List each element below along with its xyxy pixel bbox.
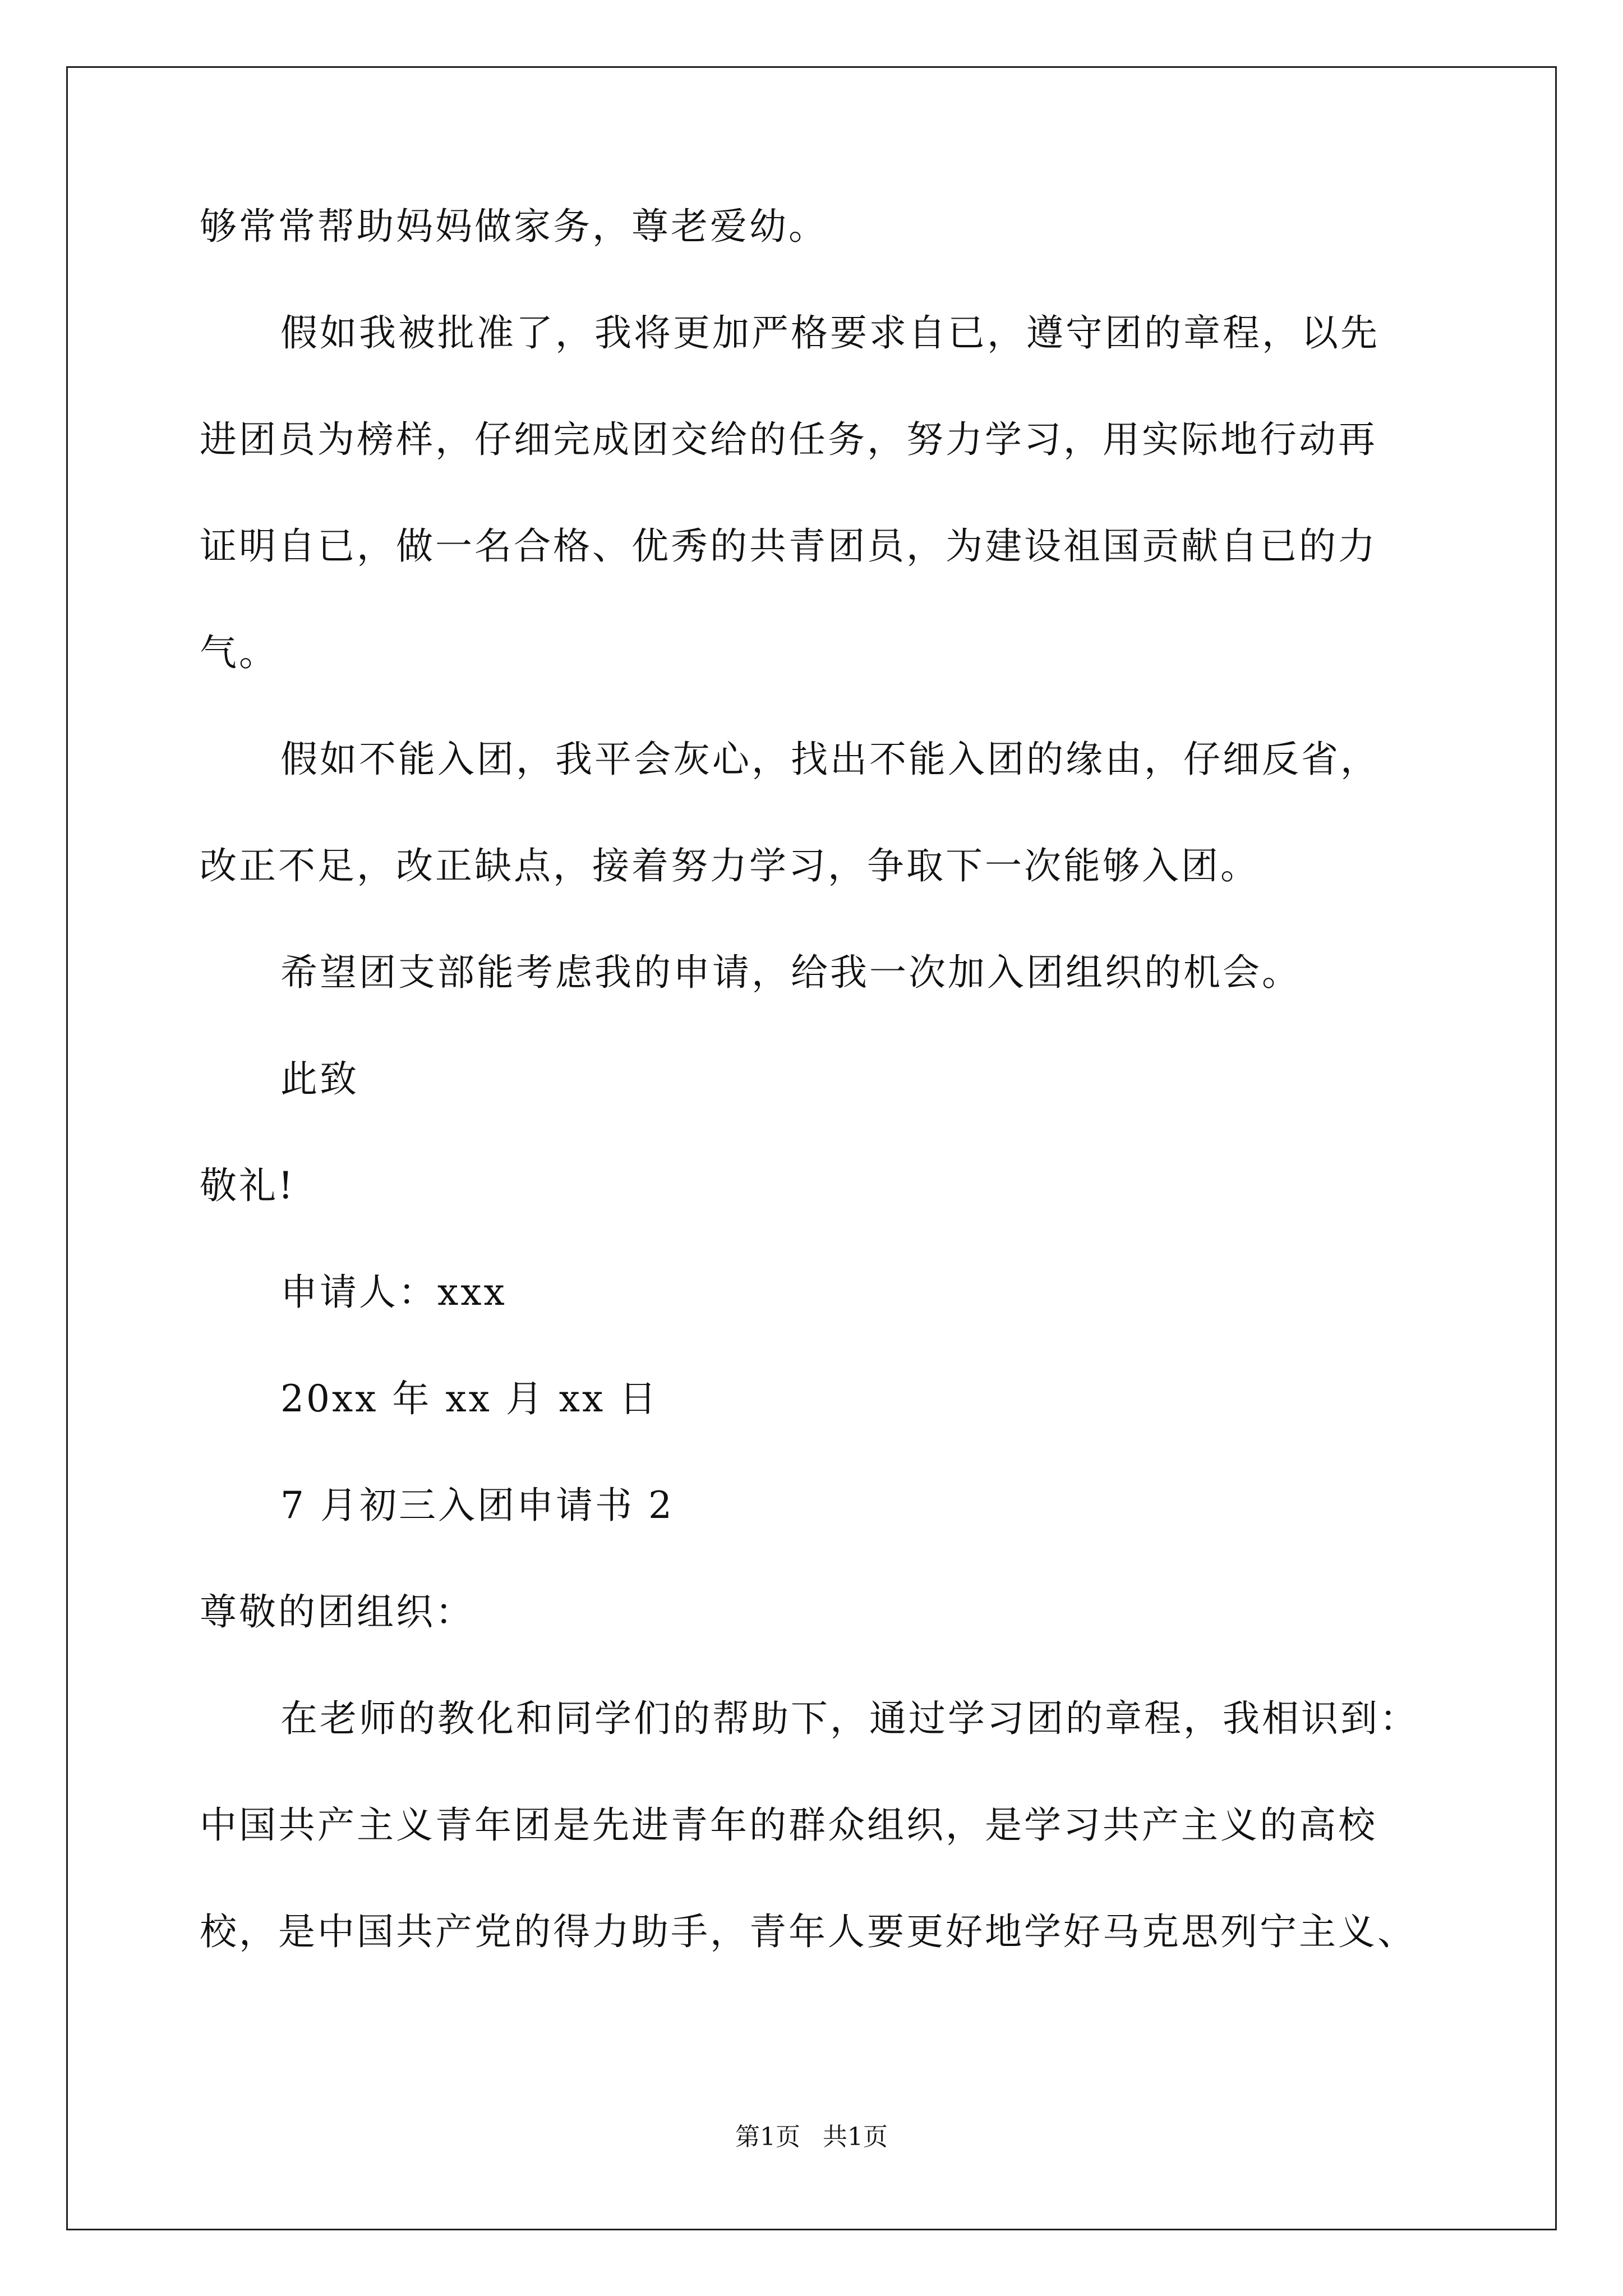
closing-salutation: 此致: [280, 1057, 359, 1101]
text-line: 气。: [200, 631, 278, 674]
page-footer: [0, 2122, 1623, 2153]
text-line: 假如我被批准了，我将更加严格要求自已，遵守团的章程，以先: [280, 311, 1380, 355]
section-title: 7 月初三入团申请书 2: [280, 1484, 674, 1527]
text-line: 在老师的教化和同学们的帮助下，通过学习团的章程，我相识到：: [280, 1697, 1419, 1740]
text-line: 进团员为榜样，仔细完成团交给的任务，努力学习，用实际地行动再: [200, 418, 1377, 461]
text-line: 假如不能入团，我平会灰心，找出不能入团的缘由，仔细反省，: [280, 738, 1380, 781]
date-line: 20xx 年 xx 月 xx 日: [280, 1377, 659, 1420]
greeting-line: 尊敬的团组织：: [200, 1590, 474, 1634]
page-border: [66, 66, 1557, 2230]
page-number-total: 共1页: [823, 2123, 888, 2151]
text-line: 改正不足，改正缺点，接着努力学习，争取下一次能够入团。: [200, 844, 1260, 887]
closing-salutation: 敬礼!: [200, 1164, 296, 1207]
applicant-signature: 申请人：xxx: [280, 1271, 507, 1314]
page-number-current: 第1页: [735, 2123, 800, 2151]
text-line: 够常常帮助妈妈做家务，尊老爱幼。: [200, 205, 828, 248]
text-line: 证明自已，做一名合格、优秀的共青团员，为建设祖国贡献自已的力: [200, 524, 1377, 568]
text-line: 中国共产主义青年团是先进青年的群众组织，是学习共产主义的高校: [200, 1803, 1377, 1847]
text-line: 希望团支部能考虑我的申请，给我一次加入团组织的机会。: [280, 951, 1301, 994]
text-line: 校，是中国共产党的得力助手，青年人要更好地学好马克思列宁主义、: [200, 1910, 1417, 1953]
